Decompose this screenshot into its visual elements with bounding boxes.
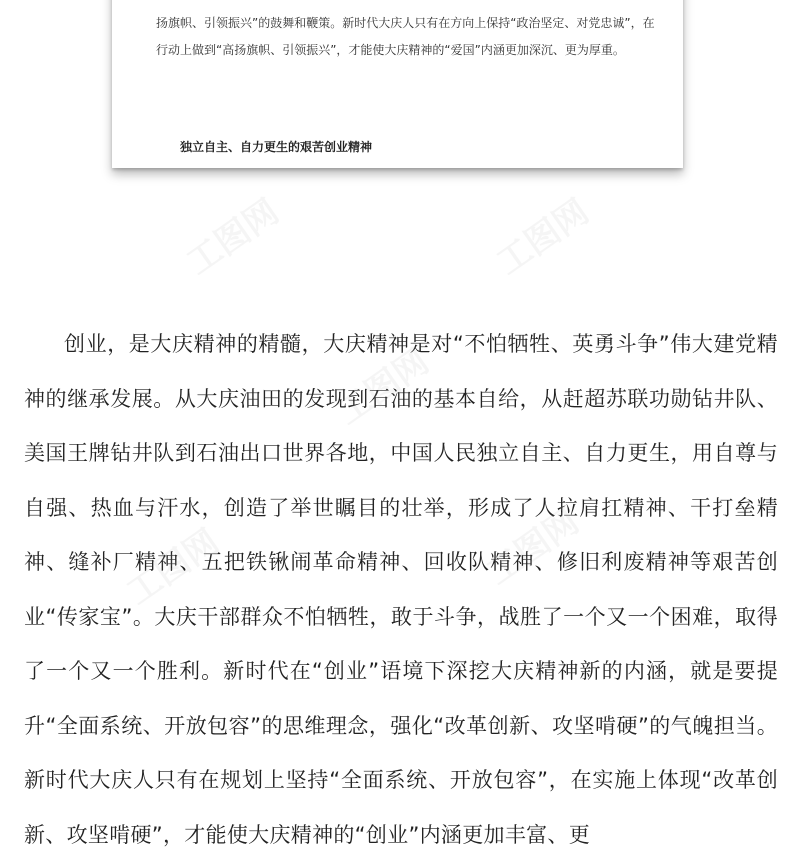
watermark-text: 工图网: [119, 521, 227, 614]
watermark-text: 工图网: [179, 191, 287, 284]
watermark-text: 工图网: [329, 341, 437, 434]
watermark-text: 工图网: [489, 191, 597, 284]
watermark-text: 工图网: [479, 501, 587, 594]
card-paragraph: 扬旗帜、引领振兴”的鼓舞和鞭策。新时代大庆人只有在方向上保持“政治坚定、对党忠诚”，在行动上做到“高扬旗帜、引领振兴”，才能使大庆精神的“爱国”内涵更加深沉、更为厚重。: [156, 16, 655, 57]
document-card: [112, 0, 683, 168]
card-heading: 独立自主、自力更生的艰苦创业精神: [180, 140, 373, 154]
main-paragraph: 创业，是大庆精神的精髓，大庆精神是对“不怕牺牲、英勇斗争”伟大建党精神的继承发展。从大庆油田的发现到石油的基本自给，从赶超苏联功勋钻井队、美国王牌钻井队到石油出口世界各地，中国人民独立自主、自力更生，用自尊与自强、热血与汗水，创造了举世瞩目的壮举，形成了人拉肩扛精神、干打垒精神、缝补厂精神、五把铁锹闹革命精神、回收队精神、修旧利废精神等艰苦创业“传家宝”。大庆干部群众不怕牺牲，敢于斗争，战胜了一个又一个困难，取得了一个又一个胜利。新时代在“创业”语境下深挖大庆精神新的内涵，就是要提升“全面系统、开放包容”的思维理念，强化“改革创新、攻坚啃硬”的气魄担当。新时代大庆人只有在规划上坚持“全面系统、开放包容”，在实施上体现“改革创新、攻坚啃硬”，才能使大庆精神的“创业”内涵更加丰富、更: [24, 332, 778, 847]
